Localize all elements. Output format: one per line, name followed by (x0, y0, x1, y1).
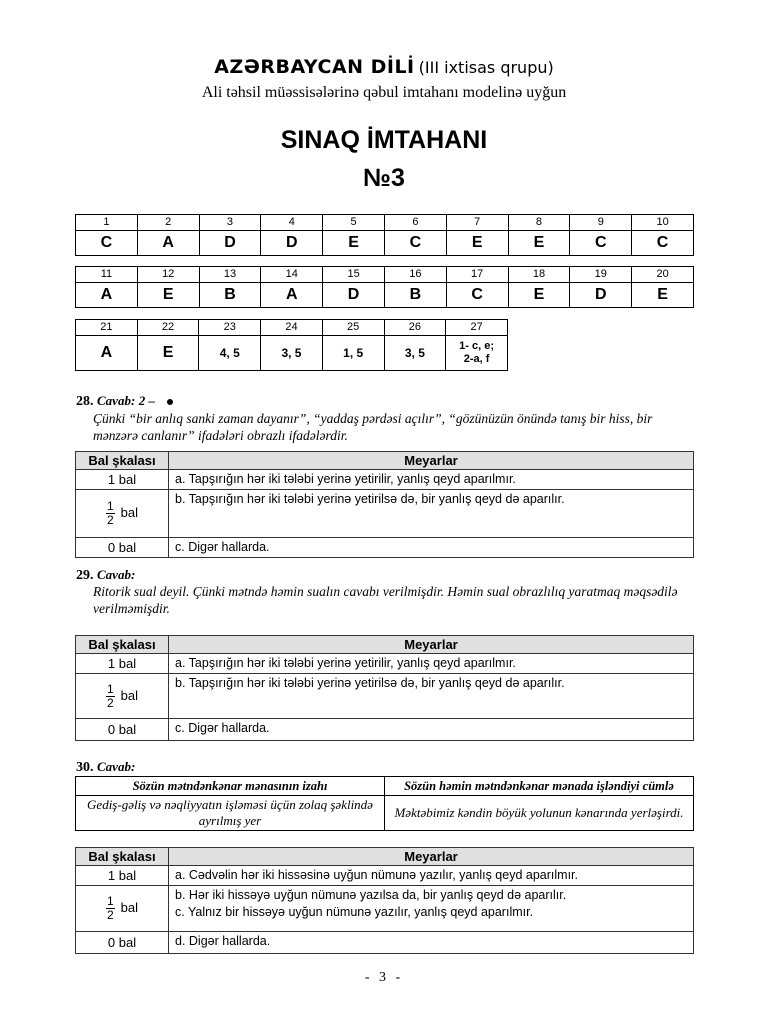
criteria-desc: c. Digər hallarda. (169, 538, 694, 558)
answer-cell: E (446, 231, 508, 256)
q28-criteria-table (75, 451, 694, 558)
fraction (106, 500, 115, 527)
exam-number: №3 (363, 164, 405, 192)
answer-cell: C (384, 231, 446, 256)
question-number: 12 (137, 267, 199, 283)
question-number: 3 (199, 215, 261, 231)
bal-value: 1 bal (76, 470, 169, 490)
answer-cell: D (570, 283, 632, 308)
question-number: 7 (446, 215, 508, 231)
question-number: 17 (446, 267, 508, 283)
q30-criteria-table (75, 847, 694, 954)
criteria-row (76, 674, 694, 719)
question-number: 9 (570, 215, 632, 231)
q29-explanation: Ritorik sual deyil. Çünki mətndə həmin sualın cavabı verilmişdir. Həmin sual obrazlılıq yaratmaq məqsədilə verilməmişdir. (93, 584, 678, 616)
question-number: 15 (323, 267, 385, 283)
answer-key-answers-row (76, 231, 694, 256)
answer-cell: 3, 5 (261, 336, 323, 371)
answer-cell: 3, 5 (384, 336, 446, 371)
question-number: 4 (261, 215, 323, 231)
q29-criteria-table (75, 635, 694, 741)
subject-name: AZƏRBAYCAN DİLİ (214, 56, 415, 78)
answer-cell: D (323, 283, 385, 308)
criteria-row (76, 654, 694, 674)
fraction-numerator: 1 (106, 894, 114, 908)
bal-value: 0 bal (76, 932, 169, 954)
criteria-row (76, 886, 694, 932)
answer-key-numbers-row (76, 267, 694, 283)
q28-heading (76, 393, 173, 410)
question-number: 26 (384, 320, 446, 336)
question-number: 27 (446, 320, 508, 336)
bal-unit: bal (120, 687, 139, 703)
bal-value: 1 bal (76, 654, 169, 674)
answer-key-table-2 (75, 266, 694, 308)
criteria-desc: b. Tapşırığın hər iki tələbi yerinə yetirilsə də, bir yanlış qeyd də aparılır. (169, 490, 694, 538)
q28-answer: 2 – (138, 393, 156, 408)
answer-cell: E (323, 231, 385, 256)
criteria-desc: c. Digər hallarda. (169, 719, 694, 741)
q30-cavab-label: Cavab: (97, 759, 136, 774)
criteria-desc-c: c. Yalnız bir hissəyə uyğun nümunə yazılır, yanlış qeyd aparılmır. (175, 905, 534, 919)
question-number: 16 (384, 267, 446, 283)
answer-cell: B (384, 283, 446, 308)
answer-27-line-2: 2-a, f (463, 353, 490, 365)
q29-heading (76, 567, 135, 584)
bal-value: 0 bal (76, 719, 169, 741)
question-number: 2 (137, 215, 199, 231)
answer-key-table-1 (75, 214, 694, 256)
criteria-desc (169, 886, 694, 932)
q28-explanation: Çünki “bir anlıq sanki zaman dayanır”, “yaddaş pərdəsi açılır”, “gözünüzün önündə tanış bir hiss, bir mənzərə canlanır” ifadələri obrazlı ifadələrdir. (93, 411, 653, 443)
question-number: 25 (322, 320, 384, 336)
answer-cell: B (199, 283, 261, 308)
question-number: 23 (199, 320, 261, 336)
question-number: 5 (323, 215, 385, 231)
criteria-desc: d. Digər hallarda. (169, 932, 694, 954)
exam-title: SINAQ İMTAHANI (280, 126, 488, 154)
bal-value-half (76, 490, 169, 538)
col-meyar-header: Meyarlar (169, 848, 694, 866)
fraction-numerator: 1 (106, 681, 114, 696)
answer-cell: D (199, 231, 261, 256)
question-number: 21 (76, 320, 138, 336)
question-number: 1 (76, 215, 138, 231)
q30-number: 30. (76, 760, 94, 775)
answer-cell: C (76, 231, 138, 256)
question-number: 18 (508, 267, 570, 283)
criteria-desc: a. Cədvəlin hər iki hissəsinə uyğun nümunə yazılır, yanlış qeyd aparılmır. (169, 866, 694, 886)
answer-cell: E (508, 231, 570, 256)
criteria-row (76, 490, 694, 538)
question-number: 19 (570, 267, 632, 283)
answer-cell: C (570, 231, 632, 256)
question-number: 20 (632, 267, 694, 283)
question-number: 13 (199, 267, 261, 283)
question-number: 10 (632, 215, 694, 231)
subtitle: Ali təhsil müəssisələrinə qəbul imtahanı modelinə uyğun (201, 84, 567, 101)
criteria-desc-b: b. Hər iki hissəyə uyğun nümunə yazılsa da, bir yanlış qeyd də aparılır. (175, 888, 567, 902)
bal-unit: bal (120, 504, 139, 520)
q28-number: 28. (76, 394, 94, 409)
q28-cavab-label: Cavab: (97, 393, 136, 408)
answer-27-line-1: 1- c, e; (459, 340, 495, 352)
answer-cell: A (76, 336, 138, 371)
fraction-denominator: 2 (106, 695, 114, 710)
bal-value: 0 bal (76, 538, 169, 558)
q30-heading (76, 759, 135, 776)
answer-cell: A (76, 283, 138, 308)
bal-value-half (76, 886, 169, 932)
answer-cell: A (137, 231, 199, 256)
question-number: 14 (261, 267, 323, 283)
col-bal-header: Bal şkalası (76, 848, 169, 866)
criteria-row (76, 719, 694, 741)
q30-value-right: Məktəbimiz kəndin böyük yolunun kənarında yerləşirdi. (385, 796, 694, 831)
page-number: - 3 - (364, 970, 404, 985)
col-bal-header: Bal şkalası (76, 452, 169, 470)
answer-cell: E (508, 283, 570, 308)
answer-key-numbers-row (76, 320, 508, 336)
bal-value: 1 bal (76, 866, 169, 886)
q30-answer-table (75, 776, 694, 831)
bal-unit: bal (120, 899, 139, 915)
answer-cell: 1, 5 (322, 336, 384, 371)
fraction-denominator: 2 (106, 908, 114, 922)
question-number: 24 (261, 320, 323, 336)
answer-key-numbers-row (76, 215, 694, 231)
fraction-denominator: 2 (106, 513, 114, 527)
answer-cell: E (137, 336, 199, 371)
answer-key-table-3 (75, 319, 508, 371)
q29-cavab-label: Cavab: (97, 567, 136, 582)
question-number: 11 (76, 267, 138, 283)
q30-value-left: Gediş-gəliş və nəqliyyatın işləməsi üçün zolaq şəklində ayrılmış yer (76, 796, 385, 831)
q29-number: 29. (76, 568, 94, 583)
subject-group: (III ixtisas qrupu) (418, 58, 554, 77)
col-meyar-header: Meyarlar (169, 452, 694, 470)
answer-cell: C (446, 283, 508, 308)
question-number: 6 (384, 215, 446, 231)
criteria-row (76, 538, 694, 558)
q30-head-left: Sözün mətndənkənar mənasının izahı (76, 777, 385, 796)
answer-cell: D (261, 231, 323, 256)
answer-cell: E (137, 283, 199, 308)
criteria-row (76, 470, 694, 490)
answer-key-answers-row (76, 336, 508, 371)
fraction (106, 683, 115, 710)
q30-head-right: Sözün həmin mətndənkənar mənada işləndiyi cümlə (385, 777, 694, 796)
fraction-numerator: 1 (106, 499, 114, 513)
bullet-icon (167, 399, 173, 405)
criteria-row (76, 932, 694, 954)
criteria-desc: a. Tapşırığın hər iki tələbi yerinə yetirilir, yanlış qeyd aparılmır. (169, 470, 694, 490)
col-bal-header: Bal şkalası (76, 636, 169, 654)
bal-value-half (76, 674, 169, 719)
answer-cell: C (632, 231, 694, 256)
answer-cell: 4, 5 (199, 336, 261, 371)
answer-key-answers-row (76, 283, 694, 308)
fraction (106, 895, 115, 922)
criteria-row (76, 866, 694, 886)
answer-cell: A (261, 283, 323, 308)
question-number: 8 (508, 215, 570, 231)
subject-title (0, 56, 768, 78)
answer-cell: E (632, 283, 694, 308)
question-number: 22 (137, 320, 199, 336)
criteria-desc: a. Tapşırığın hər iki tələbi yerinə yetirilir, yanlış qeyd aparılmır. (169, 654, 694, 674)
criteria-desc: b. Tapşırığın hər iki tələbi yerinə yetirilsə də, bir yanlış qeyd də aparılır. (169, 674, 694, 719)
col-meyar-header: Meyarlar (169, 636, 694, 654)
answer-cell-27 (446, 336, 508, 371)
